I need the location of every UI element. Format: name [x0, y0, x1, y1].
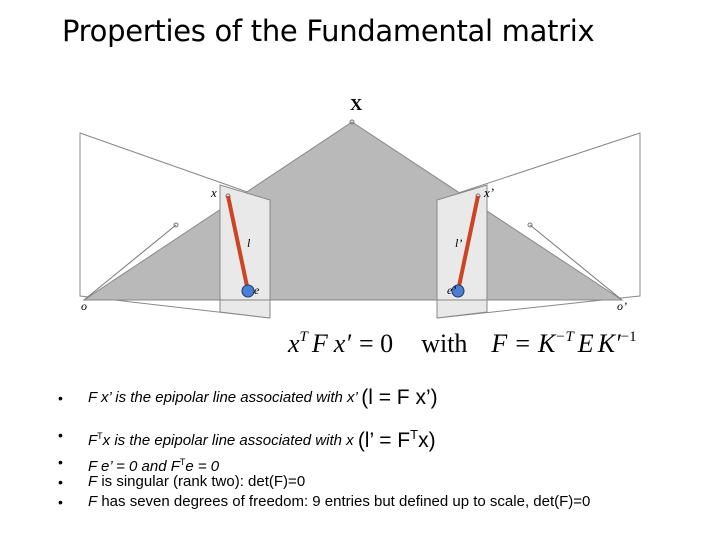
- label-e: e: [254, 283, 260, 297]
- epipole-e: [242, 285, 254, 297]
- bullet-item: • F x’ is the epipolar line associated with x’ (l = F x’): [58, 378, 718, 418]
- label-x: x: [211, 185, 217, 200]
- label-x-prime: x’: [484, 185, 495, 200]
- right-image-plane-front: [437, 185, 487, 318]
- label-l: l: [247, 236, 251, 250]
- bullet-item: • F has seven degrees of freedom: 9 entries but defined up to scale, det(F)=0: [58, 492, 718, 512]
- bullet-item: • $F^Tx$ is the epipolar line associated with x (l’ = $F^Tx$): [58, 418, 718, 452]
- bullet-item: • F e’ = 0 and $F^Te = 0$: [58, 452, 718, 472]
- fundamental-matrix-formula: $x^T$ F x′ = 0 with $F = K^{-T}$ E $K'^{-1}$: [288, 329, 637, 358]
- label-l-prime: l’: [455, 236, 463, 250]
- label-o-prime: o’: [617, 299, 627, 313]
- bullet-item: • F is singular (rank two): det(F)=0: [58, 472, 718, 492]
- properties-list: [58, 378, 718, 512]
- label-X: X: [350, 95, 363, 114]
- label-e-prime: e’: [447, 283, 457, 297]
- page-title: Properties of the Fundamental matrix: [62, 14, 595, 48]
- label-o: o: [81, 299, 87, 313]
- left-image-plane-front: [220, 185, 270, 318]
